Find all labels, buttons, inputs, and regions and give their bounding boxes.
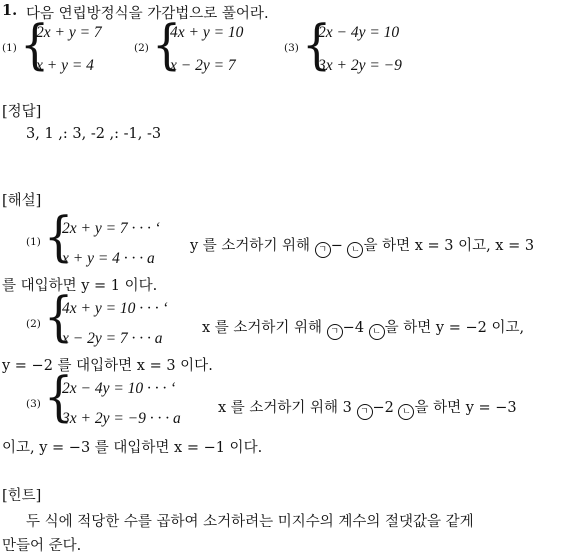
item-2-eq1: 4x + y = 10 (170, 24, 244, 41)
solution-3-continuation: 이고, y = −3 를 대입하면 x = −1 이다. (2, 440, 263, 456)
circled-1-icon: ㄱ (327, 324, 343, 340)
item-1-eq2: x + y = 4 (36, 57, 94, 74)
solution-1-op: − (330, 238, 348, 254)
item-3-eq1: 2x − 4y = 10 (318, 24, 400, 41)
problem-instruction: 다음 연립방정식을 가감법으로 풀어라. (26, 6, 269, 22)
item-1-brace: { (20, 13, 50, 76)
solution-3-brace: { (44, 365, 74, 428)
solution-1-continuation: 를 대입하면 y = 1 이다. (2, 278, 158, 294)
item-3-brace: { (302, 13, 332, 76)
item-1-eq1: 2x + y = 7 (36, 24, 102, 41)
solution-3-op: −2 (372, 400, 399, 416)
solution-heading: [해설] (2, 193, 42, 209)
solution-1-eq2: x + y = 4 · · · a (62, 250, 155, 267)
hint-line-1: 두 식에 적당한 수를 곱하여 소거하려는 미지수의 계수의 절댓값을 같게 (26, 514, 474, 530)
circled-2-icon: ㄴ (398, 404, 414, 420)
circled-2-icon: ㄴ (369, 324, 385, 340)
circled-1-icon: ㄱ (315, 242, 331, 258)
solution-2-op: −4 (342, 320, 369, 336)
item-2-eq2: x − 2y = 7 (170, 57, 236, 74)
solution-2-brace: { (44, 285, 74, 348)
item-1-label: (1) (2, 42, 17, 54)
problem-number: 1. (2, 2, 18, 19)
solution-1-label: (1) (26, 236, 41, 248)
solution-2-label: (2) (26, 318, 41, 330)
solution-1-eq1: 2x + y = 7 · · · ‘ (62, 220, 160, 237)
solution-3-text-a: x 를 소거하기 위해 3 (218, 400, 357, 416)
hint-line-2: 만들어 준다. (2, 538, 82, 554)
answer-text: 3, 1 ,: 3, -2 ,: -1, -3 (26, 126, 162, 142)
solution-2-text-a: x 를 소거하기 위해 (202, 320, 327, 336)
solution-2-explanation (202, 316, 524, 340)
solution-3-explanation (218, 396, 517, 420)
circled-1-icon: ㄱ (357, 404, 373, 420)
solution-2-eq2: x − 2y = 7 · · · a (62, 330, 163, 347)
answer-heading: [정답] (2, 104, 42, 120)
solution-1-text-b: 을 하면 x = 3 이고, x = 3 (363, 238, 535, 254)
item-2-label: (2) (134, 42, 149, 54)
solution-2-eq1: 4x + y = 10 · · · ‘ (62, 300, 168, 317)
solution-3-eq1: 2x − 4y = 10 · · · ‘ (62, 380, 176, 397)
solution-3-label: (3) (26, 398, 41, 410)
item-2-brace: { (152, 13, 182, 76)
circled-2-icon: ㄴ (347, 242, 363, 258)
solution-2-continuation: y = −2 를 대입하면 x = 3 이다. (2, 358, 213, 374)
item-3-eq2: 3x + 2y = −9 (318, 57, 402, 74)
solution-3-eq2: 3x + 2y = −9 · · · a (62, 410, 181, 427)
solution-1-brace: { (44, 205, 74, 268)
solution-2-text-b: 을 하면 y = −2 이고, (384, 320, 525, 336)
hint-heading: [힌트] (2, 488, 42, 504)
solution-1-explanation (190, 234, 534, 258)
item-3-label: (3) (284, 42, 299, 54)
solution-1-text-a: y 를 소거하기 위해 (190, 238, 315, 254)
solution-3-text-b: 을 하면 y = −3 (414, 400, 517, 416)
